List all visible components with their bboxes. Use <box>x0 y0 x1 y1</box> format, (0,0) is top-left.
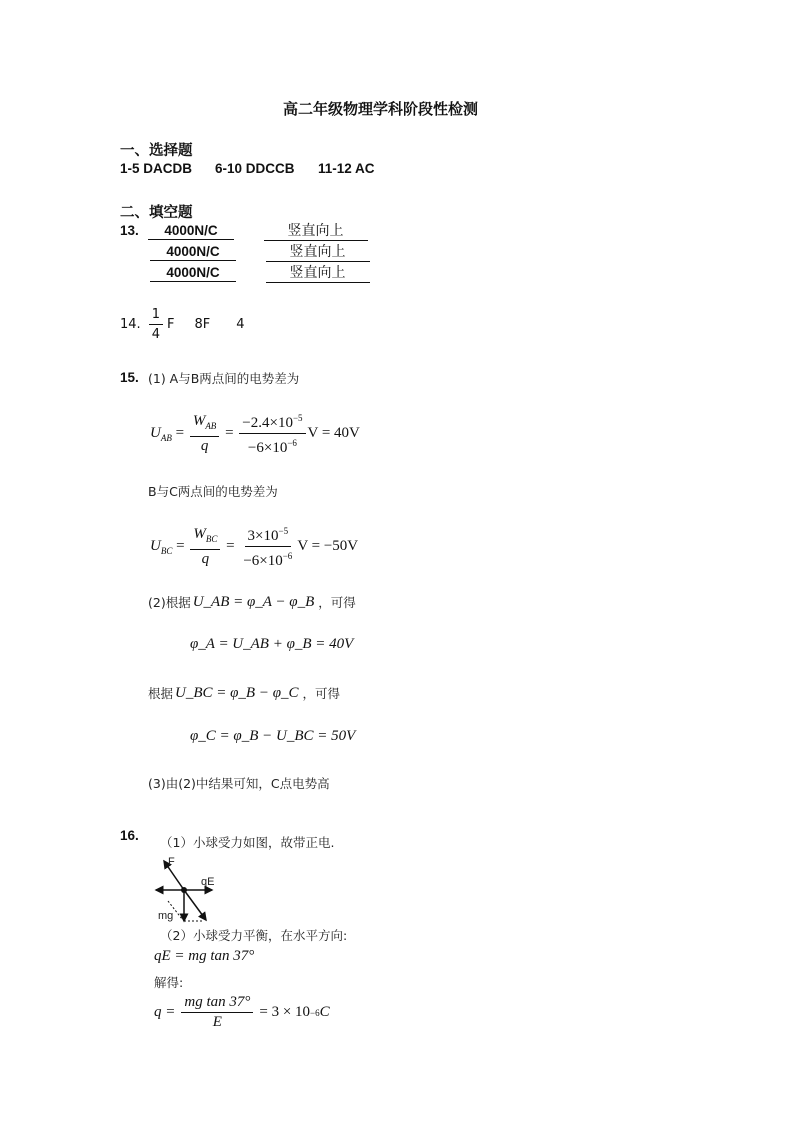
q15-part3-text: (3)由(2)中结果可知，C点电势高 <box>148 776 330 791</box>
q14-answer-2: 8F <box>194 317 211 332</box>
q13-direction-3: 竖直向上 <box>266 265 370 283</box>
eq2-q-lhs: q = <box>154 1004 176 1020</box>
q13-number: 13. <box>120 223 139 238</box>
q14-answer-1-unit: F <box>166 317 175 332</box>
q14-fraction <box>149 306 163 343</box>
q15-part2b-formula: U_BC = φ_B − φ_C <box>175 684 299 701</box>
q13-row-3 <box>150 264 370 283</box>
q13-value-2: 4000N/C <box>150 243 236 261</box>
q13-value-1: 4000N/C <box>148 222 234 240</box>
eq1-result: V = 40V <box>307 425 360 441</box>
q14-frac-num: 1 <box>149 306 163 325</box>
section1-heading: 一、选择题 <box>120 143 193 159</box>
q16-equation-1: qE = mg tan 37° <box>154 948 255 964</box>
choice-answers-11-12: 11-12 AC <box>318 161 375 176</box>
q15-part2-suffix: ，可得 <box>318 595 356 610</box>
q16-part1-text: （1）小球受力如图，故带正电. <box>160 835 335 850</box>
eq1-lhs: U <box>150 424 161 441</box>
q15-part2b-prefix: 根据 <box>148 686 174 701</box>
eq2-result: V = −50V <box>297 538 359 554</box>
page-title: 高二年级物理学科阶段性检测 <box>283 100 479 118</box>
q15-part2-formula: U_AB = φ_A − φ_B <box>192 593 315 610</box>
eq2-fraction-2: $\frac{3\times 10^{-5}}{-6\times 10^{-6}}$ <box>240 523 295 570</box>
q15-part2b-line <box>148 684 340 702</box>
label-mg: mg <box>158 910 174 922</box>
section2-heading: 二、填空题 <box>120 205 193 221</box>
q15-equation-2: $U_{BC}$ = $\frac{W_{BC}}{q}$ = $\frac{3\times 10^{-5}}{-6\times 10^{-6}}$ V = −50V <box>150 523 358 570</box>
q16-equation-2: q = $\frac{\text{mg tan 37°}}{E}$ = 3 × 10 −6 C <box>154 994 330 1030</box>
q13-row-2 <box>150 243 370 262</box>
label-qe: qE <box>201 876 215 888</box>
q13-row-1 <box>148 222 368 241</box>
eq2-q-fraction: $\frac{\text{mg tan 37°}}{E}$ <box>181 994 253 1031</box>
q16-solve-label: 解得: <box>154 975 184 990</box>
q13-direction-2: 竖直向上 <box>266 244 370 262</box>
q15-part2-prefix: (2)根据 <box>148 595 191 610</box>
q14-line <box>120 306 244 343</box>
choice-answers-1-5: 1-5 DACDB <box>120 161 193 176</box>
choice-answers-6-10: 6-10 DDCCB <box>215 161 295 176</box>
eq2-lhs-sub: BC <box>160 545 173 556</box>
tension-extension-arrow <box>184 890 206 920</box>
eq1-lhs-sub: AB <box>160 432 172 443</box>
q14-number: 14. <box>120 317 141 332</box>
q15-equation-1: $U_{AB}$ = $\frac{W_{AB}}{q}$ = $\frac{-2.4\times 10^{-5}}{-6\times 10^{-6}}$ V = 40V <box>150 410 360 457</box>
q15-part2-line <box>148 593 356 611</box>
q15-equation-4: φ_C = φ_B − U_BC = 50V <box>190 728 356 744</box>
q16-number: 16. <box>120 828 139 843</box>
label-f: F <box>168 856 175 868</box>
q16-part2-text: （2）小球受力平衡，在水平方向: <box>160 928 348 943</box>
q15-number: 15. <box>120 370 139 385</box>
eq1-fraction-1: $\frac{W_{AB}}{q}$ <box>190 413 220 455</box>
ball <box>181 887 187 893</box>
q15-equation-3: φ_A = U_AB + φ_B = 40V <box>190 636 354 652</box>
eq1-fraction-2: $\frac{-2.4\times 10^{-5}}{-6\times 10^{-6}}$ <box>239 410 305 457</box>
q14-frac-den: 4 <box>151 327 160 342</box>
q15-part1b-text: B与C两点间的电势差为 <box>148 484 278 499</box>
eq2-q-unit: C <box>319 1004 330 1020</box>
eq2-lhs: U <box>150 537 161 554</box>
q15-part2b-suffix: ，可得 <box>302 686 341 701</box>
q15-part1-text: (1) A与B两点间的电势差为 <box>148 371 300 386</box>
q14-answer-3: 4 <box>236 317 245 332</box>
eq2-q-rhs: = 3 × 10 <box>259 1004 311 1020</box>
q13-direction-1: 竖直向上 <box>264 223 368 241</box>
q13-value-3: 4000N/C <box>150 264 236 282</box>
eq2-fraction-1: $\frac{W_{BC}}{q}$ <box>190 526 220 568</box>
